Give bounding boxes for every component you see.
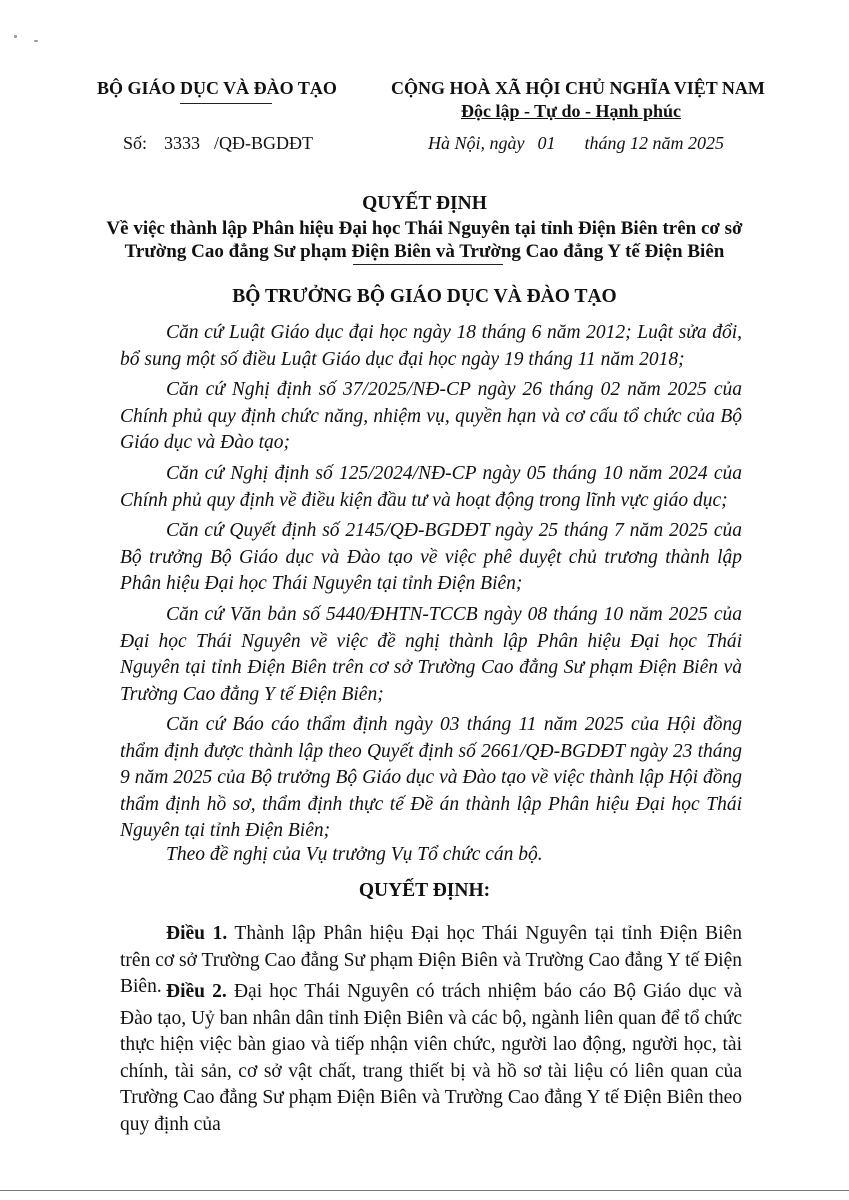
document-number-value: 3333 [164,133,201,153]
article-2-text: Đại học Thái Nguyên có trách nhiệm báo cáo Bộ Giáo dục và Đào tạo, Uỷ ban nhân dân tỉnh Điện Biên và các bộ, ngành liên quan để tổ chức thực hiện việc bàn giao và tiếp nhận viên chức, người lao động, người học, tài chính, tài sản, cơ sở vật chất, trang thiết bị và hồ sơ tài liệu có liên quan của Trường Cao đẳng Sư phạm Điện Biên và Trường Cao đẳng Y tế Điện Biên theo quy định của [120,981,742,1135]
ministry-underline [180,103,272,104]
ground-paragraph: Căn cứ Nghị định số 125/2024/NĐ-CP ngày 05 tháng 10 năm 2024 của Chính phủ quy định về điều kiện đầu tư và hoạt động trong lĩnh vực giáo dục; [120,463,742,511]
ground-paragraph: Căn cứ Báo cáo thẩm định ngày 03 tháng 11 năm 2025 của Hội đồng thẩm định được thành lập theo Quyết định số 2661/QĐ-BGDĐT ngày 23 tháng 9 năm 2025 của Bộ trưởng Bộ Giáo dục và Đào tạo về việc thành lập Hội đồng thẩm định hồ sơ, thẩm định thực tế Đề án thành lập Phân hiệu Đại học Thái Nguyên tại tỉnh Điện Biên; [120,714,742,841]
document-number-label: Số: [123,133,148,153]
date-year: năm 2025 [652,133,725,153]
document-title: QUYẾT ĐỊNH [362,193,487,214]
ministry-name: BỘ GIÁO DỤC VÀ ĐÀO TẠO [97,78,337,98]
ground-paragraph: Theo đề nghị của Vụ trưởng Vụ Tổ chức cán bộ. [166,844,543,865]
subject-line-1: Về việc thành lập Phân hiệu Đại học Thái Nguyên tại tỉnh Điện Biên trên cơ sở [106,218,743,239]
issuing-authority: BỘ TRƯỞNG BỘ GIÁO DỤC VÀ ĐÀO TẠO [232,286,617,307]
country-name: CỘNG HOÀ XÃ HỘI CHỦ NGHĨA VIỆT NAM [391,78,765,98]
subject-line-2: Trường Cao đẳng Sư phạm Điện Biên và Trường Cao đẳng Y tế Điện Biên [124,241,725,262]
scan-speck [14,35,17,38]
date-month: 12 [630,133,649,153]
article-2 [120,979,742,1138]
ground-paragraph: Căn cứ Luật Giáo dục đại học ngày 18 tháng 6 năm 2012; Luật sửa đổi, bổ sung một số điều Luật Giáo dục đại học ngày 19 tháng 11 năm 2018; [120,322,742,370]
ground-paragraph: Căn cứ Quyết định số 2145/QĐ-BGDĐT ngày 25 tháng 7 năm 2025 của Bộ trưởng Bộ Giáo dục và Đào tạo về việc phê duyệt chủ trương thành lập Phân hiệu Đại học Thái Nguyên tại tỉnh Điện Biên; [120,520,742,594]
scan-edge-line [0,1190,849,1191]
ground-paragraph: Căn cứ Văn bản số 5440/ĐHTN-TCCB ngày 08 tháng 10 năm 2025 của Đại học Thái Nguyên về việc đề nghị thành lập Phân hiệu Đại học Thái Nguyên tại tỉnh Điện Biên trên cơ sở Trường Cao đẳng Sư phạm Điện Biên và Trường Cao đẳng Y tế Điện Biên; [120,604,742,705]
decision-heading: QUYẾT ĐỊNH: [358,880,491,901]
article-2-label: Điều 2. [166,981,227,1002]
date-prefix: Hà Nội, ngày [428,133,525,153]
article-1-text: Thành lập Phân hiệu Đại học Thái Nguyên tại tỉnh Điện Biên trên cơ sở Trường Cao đẳng Sư phạm Điện Biên và Trường Cao đẳng Y tế Điện Biên. [120,923,742,997]
national-motto: Độc lập - Tự do - Hạnh phúc [461,101,682,121]
date-day: 01 [537,133,556,153]
article-1-label: Điều 1. [166,923,228,944]
issue-date [428,133,724,154]
document-number [123,133,313,154]
document-number-suffix: /QĐ-BGDĐT [214,133,314,153]
date-month-label: tháng [584,133,626,153]
ground-paragraph: Căn cứ Nghị định số 37/2025/NĐ-CP ngày 26 tháng 02 năm 2025 của Chính phủ quy định chức năng, nhiệm vụ, quyền hạn và cơ cấu tổ chức của Bộ Giáo dục và Đào tạo; [120,379,742,453]
subject-underline [353,264,503,265]
scan-speck [34,40,38,42]
